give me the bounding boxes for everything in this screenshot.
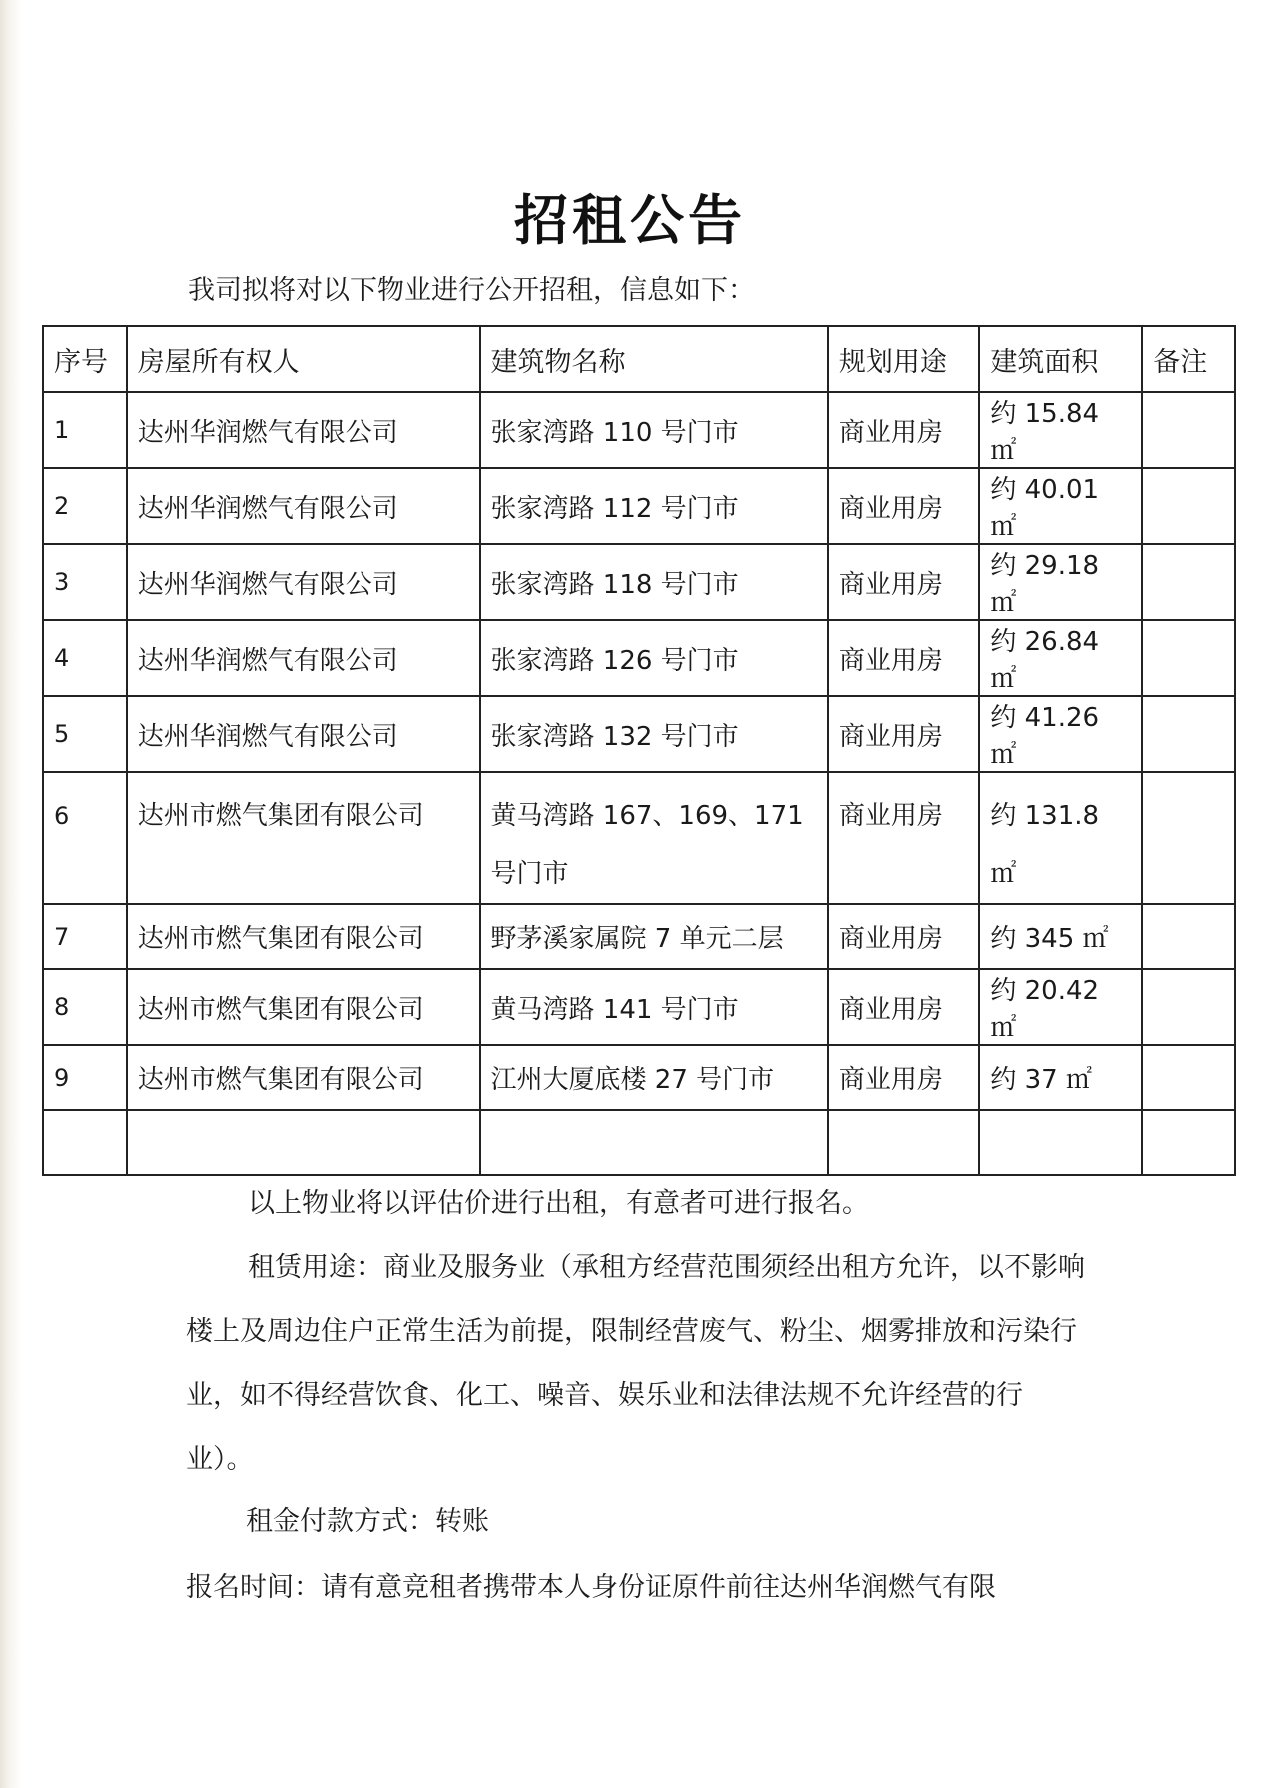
row-area: 约 131.8 ㎡ xyxy=(979,772,1142,904)
table-header-row xyxy=(43,326,1235,392)
document-title: 招租公告 xyxy=(514,188,746,252)
row-area: 约 40.01 ㎡ xyxy=(979,468,1142,544)
property-table xyxy=(42,325,1236,1176)
empty-cell xyxy=(43,1110,127,1175)
header-no: 序号 xyxy=(43,326,127,392)
payment-method-paragraph: 租金付款方式：转账 xyxy=(246,1506,489,1537)
row-note xyxy=(1142,392,1235,468)
row-no: 9 xyxy=(43,1045,127,1110)
row-building: 野茅溪家属院 7 单元二层 xyxy=(480,904,828,969)
row-use: 商业用房 xyxy=(828,696,980,772)
row-note xyxy=(1142,904,1235,969)
registration-time-paragraph: 报名时间：请有意竞租者携带本人身份证原件前往达州华润燃气有限 xyxy=(186,1572,996,1603)
row-building: 江州大厦底楼 27 号门市 xyxy=(480,1045,828,1110)
header-note: 备注 xyxy=(1142,326,1235,392)
table-row xyxy=(43,468,1235,544)
row-building: 黄马湾路 141 号门市 xyxy=(480,969,828,1045)
row-no: 1 xyxy=(43,392,127,468)
row-note xyxy=(1142,468,1235,544)
row-owner: 达州市燃气集团有限公司 xyxy=(127,904,480,969)
row-no: 5 xyxy=(43,696,127,772)
row-area: 约 345 ㎡ xyxy=(979,904,1142,969)
row-area: 约 29.18 ㎡ xyxy=(979,544,1142,620)
lease-use-paragraph: 租赁用途：商业及服务业（承租方经营范围须经出租方允许，以不影响楼上及周边住户正常生活为前提，限制经营废气、粉尘、烟雾排放和污染行业，如不得经营饮食、化工、噪音、娱乐业和法律法规不允许经营的行业）。 xyxy=(186,1252,1085,1475)
row-use: 商业用房 xyxy=(828,1045,980,1110)
row-building: 张家湾路 110 号门市 xyxy=(480,392,828,468)
table-row xyxy=(43,904,1235,969)
row-area: 约 20.42 ㎡ xyxy=(979,969,1142,1045)
row-use: 商业用房 xyxy=(828,772,980,904)
empty-cell xyxy=(979,1110,1142,1175)
table-row-empty xyxy=(43,1110,1235,1175)
table-row xyxy=(43,1045,1235,1110)
row-building: 张家湾路 132 号门市 xyxy=(480,696,828,772)
empty-cell xyxy=(828,1110,980,1175)
table-row xyxy=(43,544,1235,620)
header-area: 建筑面积 xyxy=(979,326,1142,392)
header-owner: 房屋所有权人 xyxy=(127,326,480,392)
empty-cell xyxy=(127,1110,480,1175)
row-building: 张家湾路 118 号门市 xyxy=(480,544,828,620)
row-note xyxy=(1142,620,1235,696)
table-row xyxy=(43,696,1235,772)
row-area: 约 41.26 ㎡ xyxy=(979,696,1142,772)
row-building: 张家湾路 112 号门市 xyxy=(480,468,828,544)
row-area: 约 26.84 ㎡ xyxy=(979,620,1142,696)
row-owner: 达州华润燃气有限公司 xyxy=(127,468,480,544)
table-row xyxy=(43,392,1235,468)
row-use: 商业用房 xyxy=(828,904,980,969)
row-building: 黄马湾路 167、169、171 号门市 xyxy=(480,772,828,904)
row-owner: 达州华润燃气有限公司 xyxy=(127,696,480,772)
row-note xyxy=(1142,696,1235,772)
header-use: 规划用途 xyxy=(828,326,980,392)
row-no: 7 xyxy=(43,904,127,969)
row-no: 4 xyxy=(43,620,127,696)
row-owner: 达州市燃气集团有限公司 xyxy=(127,1045,480,1110)
row-use: 商业用房 xyxy=(828,620,980,696)
row-owner: 达州华润燃气有限公司 xyxy=(127,544,480,620)
row-use: 商业用房 xyxy=(828,392,980,468)
row-building: 张家湾路 126 号门市 xyxy=(480,620,828,696)
row-use: 商业用房 xyxy=(828,544,980,620)
intro-text: 我司拟将对以下物业进行公开招租，信息如下： xyxy=(188,275,755,306)
row-owner: 达州华润燃气有限公司 xyxy=(127,620,480,696)
row-note xyxy=(1142,544,1235,620)
row-use: 商业用房 xyxy=(828,468,980,544)
row-no: 3 xyxy=(43,544,127,620)
row-no: 8 xyxy=(43,969,127,1045)
row-note xyxy=(1142,772,1235,904)
row-note xyxy=(1142,1045,1235,1110)
row-owner: 达州市燃气集团有限公司 xyxy=(127,969,480,1045)
table-row xyxy=(43,969,1235,1045)
valuation-paragraph: 以上物业将以评估价进行出租，有意者可进行报名。 xyxy=(248,1188,869,1219)
row-note xyxy=(1142,969,1235,1045)
row-no: 6 xyxy=(43,772,127,904)
row-area: 约 15.84 ㎡ xyxy=(979,392,1142,468)
table-row xyxy=(43,772,1235,904)
table-row xyxy=(43,620,1235,696)
row-no: 2 xyxy=(43,468,127,544)
row-owner: 达州市燃气集团有限公司 xyxy=(127,772,480,904)
row-use: 商业用房 xyxy=(828,969,980,1045)
empty-cell xyxy=(480,1110,828,1175)
row-owner: 达州华润燃气有限公司 xyxy=(127,392,480,468)
header-building: 建筑物名称 xyxy=(480,326,828,392)
empty-cell xyxy=(1142,1110,1235,1175)
row-area: 约 37 ㎡ xyxy=(979,1045,1142,1110)
